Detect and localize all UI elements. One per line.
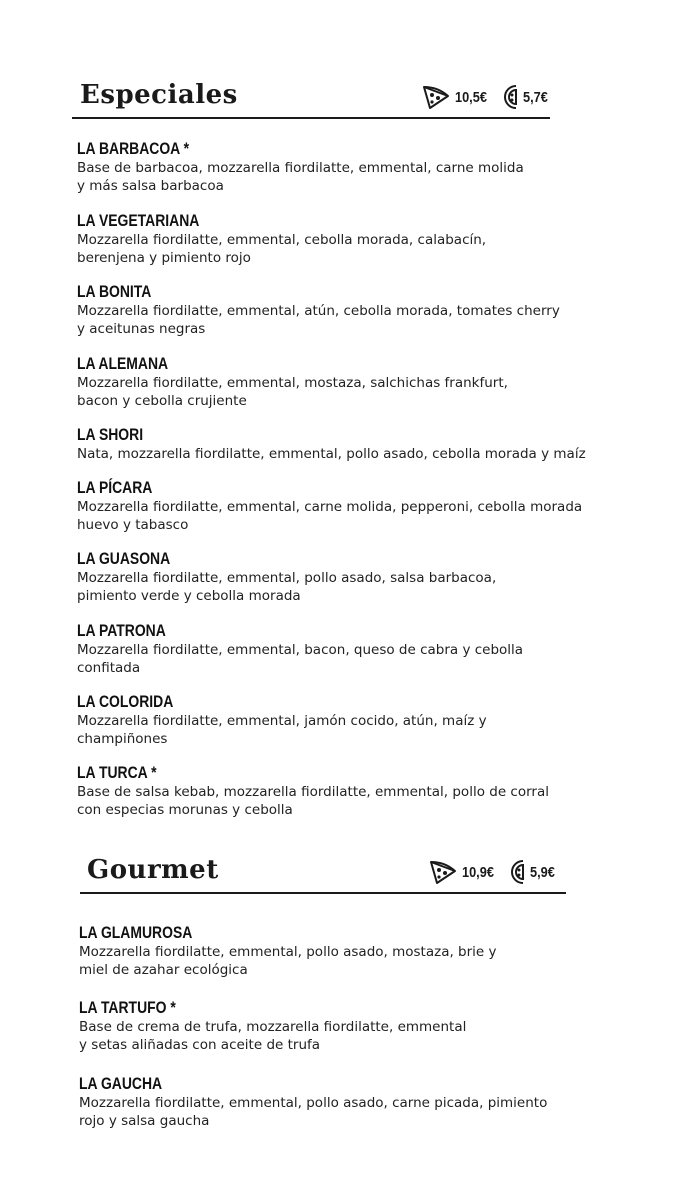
item-name: LA VEGETARIANA <box>77 211 200 230</box>
menu-item <box>77 692 617 748</box>
item-description: Mozzarella fiordilatte, emmental, atún, cebolla morada, tomates cherry y aceitunas negras <box>77 303 560 337</box>
item-name: LA GUASONA <box>77 549 171 568</box>
section-divider <box>72 117 550 119</box>
item-description: Mozzarella fiordilatte, emmental, carne molida, pepperoni, cebolla morada huevo y tabasco <box>77 499 583 533</box>
menu-item <box>79 998 619 1054</box>
half-pizza-icon <box>501 84 519 110</box>
menu-item <box>77 139 617 195</box>
item-description: Base de barbacoa, mozzarella fiordilatte, emmental, carne molida y más salsa barbacoa <box>77 160 524 194</box>
item-name: LA BARBACOA * <box>77 139 190 158</box>
item-description: Mozzarella fiordilatte, emmental, mostaza, salchichas frankfurt, bacon y cebolla crujiente <box>77 375 508 409</box>
item-description: Mozzarella fiordilatte, emmental, pollo asado, salsa barbacoa, pimiento verde y cebolla morada <box>77 570 497 604</box>
menu-item <box>79 923 619 979</box>
item-name: LA PATRONA <box>77 621 166 640</box>
item-description: Mozzarella fiordilatte, emmental, cebolla morada, calabacín, berenjena y pimiento rojo <box>77 232 487 266</box>
item-name: LA SHORI <box>77 425 144 444</box>
price-slice: 5,7€ <box>522 88 548 106</box>
menu-item <box>77 211 617 267</box>
menu-item <box>77 354 617 410</box>
item-description: Base de salsa kebab, mozzarella fiordilatte, emmental, pollo de corral con especias morunas y cebolla <box>77 784 549 818</box>
item-name: LA GLAMUROSA <box>79 923 193 942</box>
price-slice: 5,9€ <box>529 863 555 881</box>
price-row-gourmet <box>428 859 567 885</box>
section-title-gourmet: Gourmet <box>87 855 219 885</box>
item-description: Nata, mozzarella fiordilatte, emmental, pollo asado, cebolla morada y maíz <box>77 446 586 462</box>
section-divider <box>80 892 566 894</box>
item-name: LA TARTUFO * <box>79 998 176 1017</box>
item-description: Mozzarella fiordilatte, emmental, jamón cocido, atún, maíz y champiñones <box>77 713 487 747</box>
item-name: LA COLORIDA <box>77 692 174 711</box>
item-description: Base de crema de trufa, mozzarella fiordilatte, emmental y setas aliñadas con aceite de trufa <box>79 1019 467 1053</box>
item-name: LA TURCA * <box>77 763 157 782</box>
item-description: Mozzarella fiordilatte, emmental, bacon, queso de cabra y cebolla confitada <box>77 642 524 676</box>
menu-item <box>77 549 617 605</box>
item-name: LA PÍCARA <box>77 478 153 497</box>
menu-item <box>77 621 617 677</box>
price-whole: 10,5€ <box>455 88 487 106</box>
pizza-slice-icon <box>428 859 458 885</box>
price-whole: 10,9€ <box>462 863 494 881</box>
menu-item <box>77 282 617 338</box>
item-name: LA GAUCHA <box>79 1074 163 1093</box>
item-description: Mozzarella fiordilatte, emmental, pollo asado, mostaza, brie y miel de azahar ecológica <box>79 944 497 978</box>
item-name: LA ALEMANA <box>77 354 169 373</box>
item-name: LA BONITA <box>77 282 152 301</box>
menu-item <box>77 763 617 819</box>
price-row-especiales <box>421 84 560 110</box>
pizza-slice-icon <box>421 84 451 110</box>
section-title-especiales: Especiales <box>80 80 238 110</box>
menu-item <box>79 1074 619 1130</box>
menu-item <box>77 425 637 463</box>
item-description: Mozzarella fiordilatte, emmental, pollo asado, carne picada, pimiento rojo y salsa gaucha <box>79 1095 548 1129</box>
half-pizza-icon <box>508 859 526 885</box>
menu-item <box>77 478 637 534</box>
